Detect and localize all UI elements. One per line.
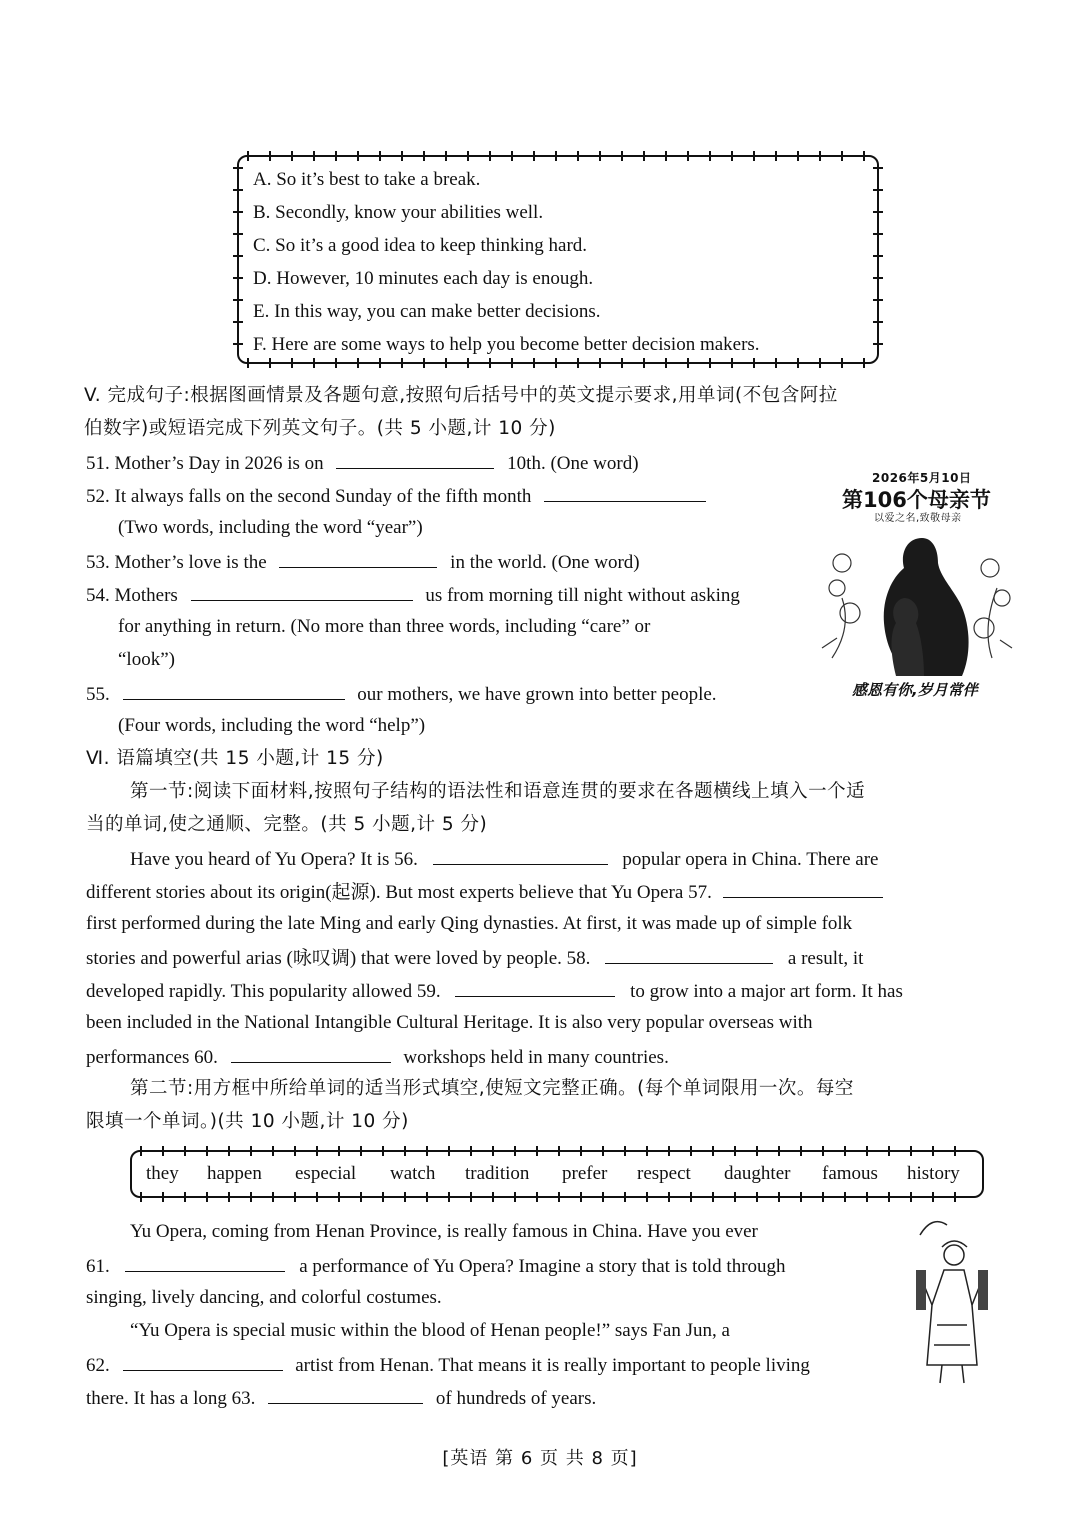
passage-text: a result, it	[787, 948, 864, 969]
option-b: B. Secondly, know your abilities well.	[253, 202, 544, 223]
option-f: F. Here are some ways to help you become better decision makers.	[253, 334, 760, 355]
answer-blank-61[interactable]	[125, 1253, 285, 1272]
word-bank-item: daughter	[724, 1163, 791, 1184]
passage2-line	[86, 1385, 596, 1411]
opera-performer-illustration	[912, 1215, 992, 1385]
word-bank-item: they	[146, 1163, 179, 1184]
poster-date: 2026年5月10日	[872, 471, 972, 485]
answer-blank-53[interactable]	[279, 549, 437, 568]
answer-blank-62[interactable]	[123, 1352, 283, 1371]
question-54-hint-cont: “look”)	[118, 649, 175, 670]
answer-blank-59[interactable]	[455, 978, 615, 997]
question-55	[86, 681, 717, 707]
box-border-decoration	[247, 358, 869, 368]
question-text: 55.	[86, 684, 110, 705]
question-54	[86, 582, 740, 608]
section5-heading-cont: 伯数字)或短语完成下列英文句子。(共 5 小题,计 10 分)	[84, 418, 556, 439]
poster-slogan: 感恩有你,岁月常伴	[852, 681, 978, 699]
answer-blank-57[interactable]	[723, 879, 883, 898]
question-51	[86, 450, 639, 476]
passage1-line	[86, 1044, 669, 1070]
question-text: our mothers, we have grown into better people.	[357, 684, 717, 705]
answer-blank-63[interactable]	[268, 1385, 423, 1404]
passage-text: performances 60.	[86, 1047, 218, 1068]
question-text: 52. It always falls on the second Sunday of the fifth month	[86, 486, 532, 507]
passage2-line	[86, 1253, 786, 1279]
passage-text: workshops held in many countries.	[403, 1047, 669, 1068]
passage-text: 61.	[86, 1256, 110, 1277]
word-bank-item: respect	[637, 1163, 691, 1184]
passage2-line	[86, 1352, 810, 1378]
question-53	[86, 549, 640, 575]
passage2-line: “Yu Opera is special music within the blood of Henan people!” says Fan Jun, a	[130, 1320, 730, 1341]
option-e: E. In this way, you can make better decisions.	[253, 301, 601, 322]
box-border-decoration	[873, 167, 883, 352]
passage-text: popular opera in China. There are	[622, 849, 879, 870]
option-a: A. So it’s best to take a break.	[253, 169, 481, 190]
word-bank-item: watch	[390, 1163, 436, 1184]
word-bank-item: history	[907, 1163, 960, 1184]
passage1-line	[130, 846, 878, 872]
passage-text: different stories about its origin(起源). But most experts believe that Yu Opera 57.	[86, 882, 712, 903]
section6-heading: Ⅵ. 语篇填空(共 15 小题,计 15 分)	[86, 748, 384, 769]
question-text: us from morning till night without asking	[425, 585, 740, 606]
passage-text: a performance of Yu Opera? Imagine a story that is told through	[299, 1256, 786, 1277]
passage1-line	[86, 879, 883, 905]
passage-text: 62.	[86, 1355, 110, 1376]
passage-text: there. It has a long 63.	[86, 1388, 256, 1409]
question-52-hint: (Two words, including the word “year”)	[118, 517, 423, 538]
question-text: in the world. (One word)	[450, 552, 640, 573]
box-border-decoration	[140, 1146, 974, 1156]
poster-subtitle: 以爱之名,致敬母亲	[874, 513, 962, 524]
word-bank-item: famous	[822, 1163, 878, 1184]
answer-blank-60[interactable]	[231, 1044, 391, 1063]
box-border-decoration	[247, 151, 869, 161]
option-d: D. However, 10 minutes each day is enough.	[253, 268, 594, 289]
passage-text: Have you heard of Yu Opera? It is 56.	[130, 849, 418, 870]
passage-text: developed rapidly. This popularity allowed 59.	[86, 981, 441, 1002]
passage1-line	[86, 978, 903, 1004]
word-bank-item: especial	[295, 1163, 357, 1184]
word-bank-box	[130, 1150, 984, 1198]
question-text: 51. Mother’s Day in 2026 is on	[86, 453, 324, 474]
question-52	[86, 483, 706, 509]
answer-blank-52[interactable]	[544, 483, 706, 502]
section5-heading: V. 完成句子:根据图画情景及各题句意,按照句后括号中的英文提示要求,用单词(不包含阿拉	[84, 385, 838, 406]
passage-text: artist from Henan. That means it is really important to people living	[295, 1355, 810, 1376]
word-bank-item: tradition	[465, 1163, 530, 1184]
question-text: 53. Mother’s love is the	[86, 552, 267, 573]
mother-child-silhouette-illustration	[812, 528, 1027, 678]
passage1-line: first performed during the late Ming and early Qing dynasties. At first, it was made up of simple folk	[86, 913, 853, 934]
question-54-hint: for anything in return. (No more than three words, including “care” or	[118, 616, 651, 637]
poster-title: 第106个母亲节	[842, 488, 991, 512]
page-footer: [英语 第 6 页 共 8 页]	[442, 1448, 638, 1469]
options-box	[237, 155, 879, 364]
passage-text: to grow into a major art form. It has	[630, 981, 903, 1002]
part1-instructions: 第一节:阅读下面材料,按照句子结构的语法性和语意连贯的要求在各题横线上填入一个适	[130, 781, 866, 802]
mothers-day-poster	[812, 468, 1027, 708]
passage1-line: been included in the National Intangible Cultural Heritage. It is also very popular overseas with	[86, 1012, 813, 1033]
answer-blank-56[interactable]	[433, 846, 608, 865]
passage-text: stories and powerful arias (咏叹调) that were loved by people. 58.	[86, 948, 591, 969]
question-55-hint: (Four words, including the word “help”)	[118, 715, 426, 736]
part2-instructions-cont: 限填一个单词。)(共 10 小题,计 10 分)	[86, 1111, 409, 1132]
part2-instructions: 第二节:用方框中所给单词的适当形式填空,使短文完整正确。(每个单词限用一次。每空	[130, 1078, 854, 1099]
word-bank-item: prefer	[562, 1163, 608, 1184]
question-text: 54. Mothers	[86, 585, 178, 606]
question-text: 10th. (One word)	[507, 453, 639, 474]
passage2-line: Yu Opera, coming from Henan Province, is really famous in China. Have you ever	[130, 1221, 758, 1242]
passage1-line	[86, 945, 863, 971]
answer-blank-51[interactable]	[336, 450, 494, 469]
option-c: C. So it’s a good idea to keep thinking hard.	[253, 235, 588, 256]
passage-text: of hundreds of years.	[435, 1388, 597, 1409]
answer-blank-58[interactable]	[605, 945, 773, 964]
box-border-decoration	[233, 167, 243, 352]
part1-instructions-cont: 当的单词,使之通顺、完整。(共 5 小题,计 5 分)	[86, 814, 488, 835]
box-border-decoration	[140, 1192, 974, 1202]
passage2-line: singing, lively dancing, and colorful costumes.	[86, 1287, 442, 1308]
word-bank-item: happen	[207, 1163, 262, 1184]
answer-blank-54[interactable]	[191, 582, 413, 601]
answer-blank-55[interactable]	[123, 681, 345, 700]
